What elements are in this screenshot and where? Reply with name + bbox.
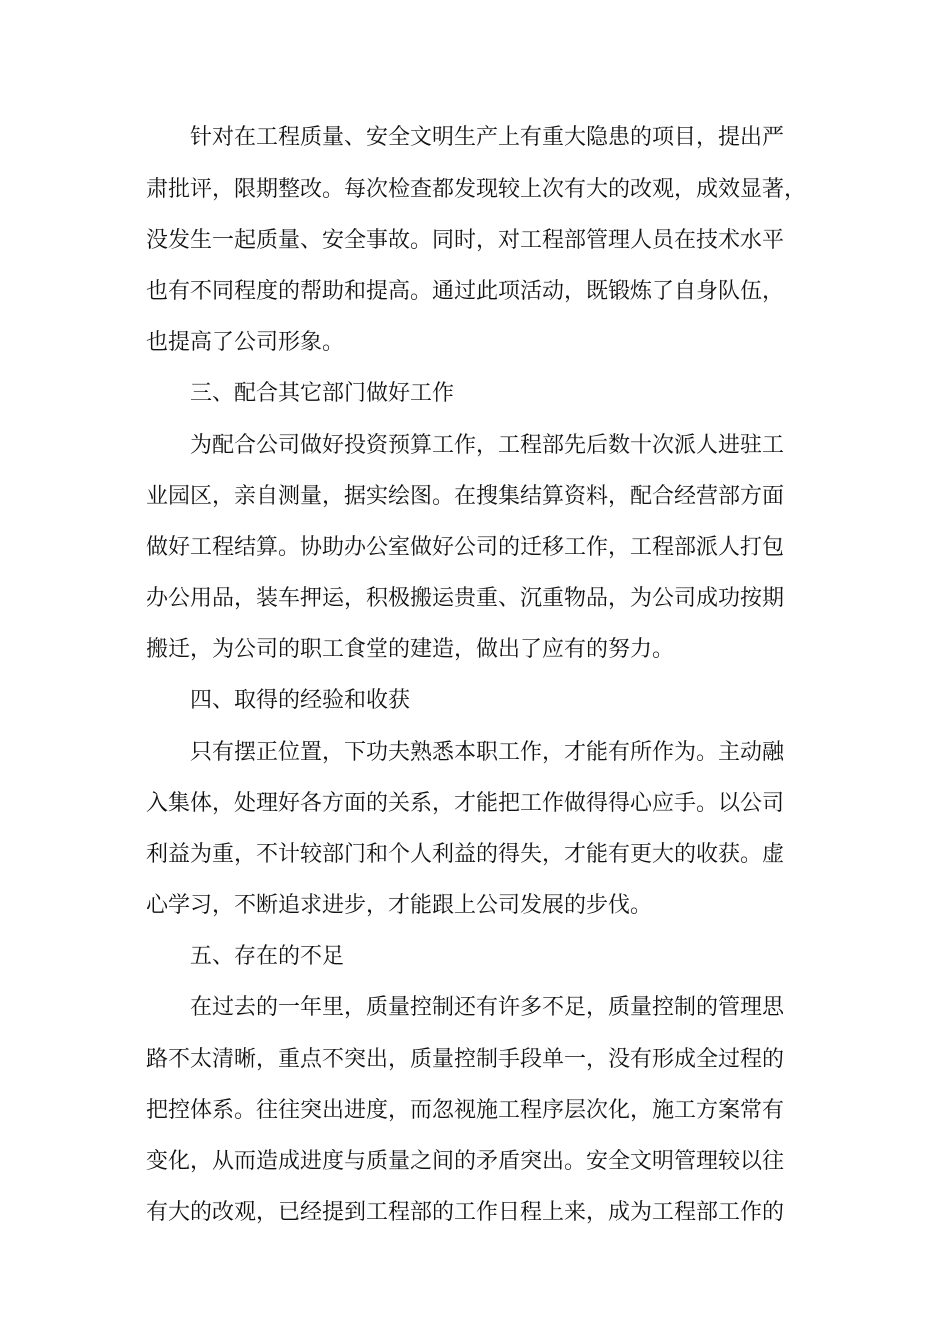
section-heading: 五、存在的不足 <box>190 944 345 969</box>
paragraph-line: 路不太清晰，重点不突出，质量控制手段单一，没有形成全过程的 <box>146 1047 785 1072</box>
paragraph-line: 没发生一起质量、安全事故。同时，对工程部管理人员在技术水平 <box>146 228 785 253</box>
paragraph-line: 搬迁，为公司的职工食堂的建造，做出了应有的努力。 <box>146 637 675 662</box>
paragraph-line: 也有不同程度的帮助和提高。通过此项活动，既锻炼了自身队伍， <box>146 279 785 304</box>
paragraph-line: 办公用品，装车押运，积极搬运贵重、沉重物品，为公司成功按期 <box>146 586 785 611</box>
section-heading: 四、取得的经验和收获 <box>190 688 411 713</box>
paragraph-line: 在过去的一年里，质量控制还有许多不足，质量控制的管理思 <box>190 995 785 1020</box>
paragraph-line: 利益为重，不计较部门和个人利益的得失，才能有更大的收获。虚 <box>146 842 785 867</box>
paragraph-line: 心学习，不断追求进步，才能跟上公司发展的步伐。 <box>146 893 653 918</box>
paragraph-line: 把控体系。往往突出进度，而忽视施工程序层次化，施工方案常有 <box>146 1098 785 1123</box>
paragraph-line: 只有摆正位置，下功夫熟悉本职工作，才能有所作为。主动融 <box>190 740 785 765</box>
paragraph-line: 为配合公司做好投资预算工作，工程部先后数十次派人进驻工 <box>190 433 785 458</box>
paragraph-line: 做好工程结算。协助办公室做好公司的迁移工作，工程部派人打包 <box>146 535 785 560</box>
paragraph-line: 入集体，处理好各方面的关系，才能把工作做得得心应手。以公司 <box>146 791 785 816</box>
paragraph-line: 变化，从而造成进度与质量之间的矛盾突出。安全文明管理较以往 <box>146 1149 785 1174</box>
section-heading: 三、配合其它部门做好工作 <box>190 381 455 406</box>
paragraph-line: 有大的改观，已经提到工程部的工作日程上来，成为工程部工作的 <box>146 1200 785 1225</box>
paragraph-line: 也提高了公司形象。 <box>146 330 345 355</box>
paragraph-line: 针对在工程质量、安全文明生产上有重大隐患的项目，提出严 <box>190 125 785 150</box>
paragraph-line: 业园区，亲自测量，据实绘图。在搜集结算资料，配合经营部方面 <box>146 484 785 509</box>
paragraph-line: 肃批评，限期整改。每次检查都发现较上次有大的改观，成效显著， <box>146 177 807 202</box>
